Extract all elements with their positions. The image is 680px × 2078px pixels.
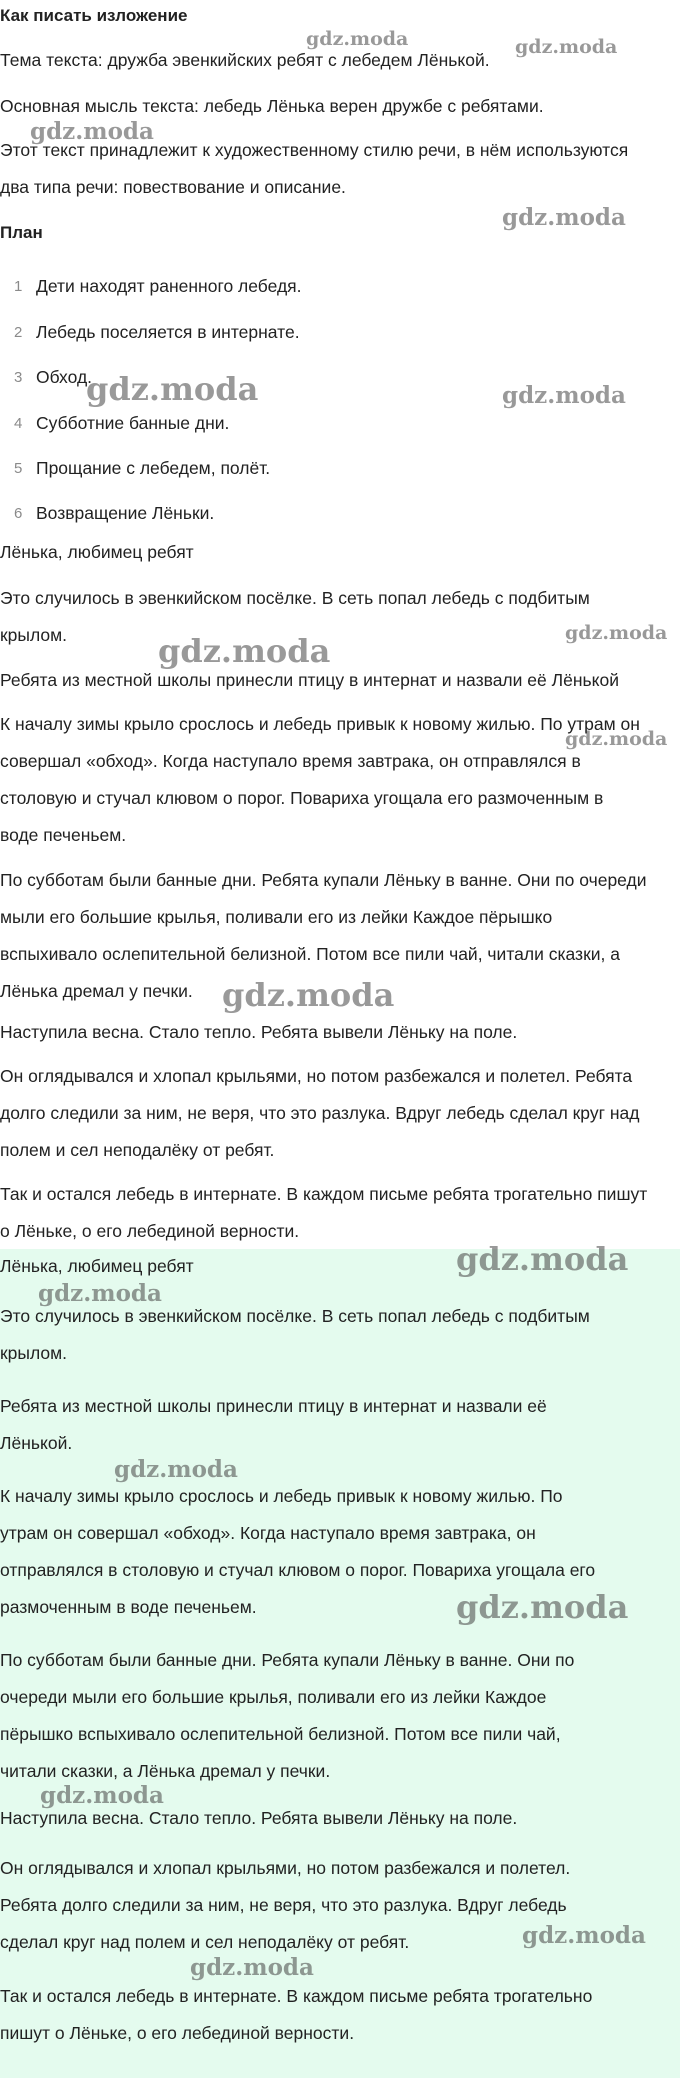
text-main-idea: Основная мысль текста: лебедь Лёнька верен дружбе с ребятами. [0, 96, 544, 116]
watermark: gdz.moda [502, 382, 626, 409]
text-line: Лёнькой. [0, 1433, 73, 1453]
summary-paragraph [0, 1978, 680, 2052]
plan-item-number: 1 [14, 278, 23, 295]
text-line: Это случилось в эвенкийском посёлке. В сеть попал лебедь с подбитым [0, 588, 590, 608]
plan-item-number: 6 [14, 505, 23, 522]
plan-item-number: 5 [14, 460, 23, 477]
text-line: Ребята из местной школы принесли птицу в интернат и назвали её [0, 1396, 547, 1416]
plan-item-number: 2 [14, 324, 23, 341]
plan-item-text: Субботние банные дни. [36, 413, 230, 433]
watermark: gdz.moda [456, 1588, 629, 1626]
text-line: вспыхивало ослепительной белизной. Потом все пили чай, читали сказки, а [0, 944, 620, 964]
text-line: По субботам были банные дни. Ребята купали Лёньку в ванне. Они по [0, 1650, 575, 1670]
summary-title: Лёнька, любимец ребят [0, 1256, 194, 1276]
plan-item-text: Прощание с лебедем, полёт. [36, 458, 271, 478]
watermark: gdz.moda [40, 1782, 164, 1809]
text-line: крылом. [0, 1343, 68, 1363]
text-line: Ребята из местной школы принесли птицу в интернат и назвали её Лёнькой [0, 670, 619, 690]
story-paragraph [0, 862, 680, 1010]
text-line: воде печеньем. [0, 825, 127, 845]
summary-paragraph [0, 1850, 680, 1961]
plan-item-text: Дети находят раненного лебедя. [36, 276, 302, 296]
page-heading: Как писать изложение [0, 6, 188, 25]
text-line: Лёнька дремал у печки. [0, 981, 193, 1001]
plan-item-text: Лебедь поселяется в интернате. [36, 322, 300, 342]
story-title: Лёнька, любимец ребят [0, 542, 194, 562]
watermark: gdz.moda [30, 118, 154, 145]
watermark: gdz.moda [515, 36, 618, 58]
text-line: Этот текст принадлежит к художественному стилю речи, в нём используются [0, 140, 629, 160]
text-line: долго следили за ним, не веря, что это разлука. Вдруг лебедь сделал круг над [0, 1103, 640, 1123]
plan-item-number: 3 [14, 369, 23, 386]
text-line: пёрышко вспыхивало ослепительной белизной. Потом все пили чай, [0, 1724, 561, 1744]
watermark: gdz.moda [565, 728, 668, 750]
watermark: gdz.moda [86, 370, 259, 408]
text-line: К началу зимы крыло срослось и лебедь привык к новому жилью. По [0, 1486, 563, 1506]
summary-paragraph [0, 1388, 680, 1462]
text-line: полем и сел неподалёку от ребят. [0, 1140, 275, 1160]
story-paragraph [0, 1058, 680, 1169]
text-line: Так и остался лебедь в интернате. В каждом письме ребята трогательно пишут [0, 1184, 648, 1204]
text-line: о Лёньке, о его лебединой верности. [0, 1221, 300, 1241]
text-line: Он оглядывался и хлопал крыльями, но потом разбежался и полетел. Ребята [0, 1066, 633, 1086]
story-paragraph [0, 662, 680, 699]
text-line: столовую и стучал клювом о порог. Повариха угощала его размоченным в [0, 788, 604, 808]
text-line: Он оглядывался и хлопал крыльями, но потом разбежался и полетел. [0, 1858, 571, 1878]
text-line: Ребята долго следили за ним, не веря, что это разлука. Вдруг лебедь [0, 1895, 567, 1915]
summary-paragraph [0, 1478, 680, 1626]
watermark: gdz.moda [38, 1280, 162, 1307]
watermark: gdz.moda [190, 1954, 314, 1981]
summary-paragraph [0, 1800, 680, 1837]
text-line: пишут о Лёньке, о его лебединой верности. [0, 2023, 355, 2043]
text-line: Это случилось в эвенкийском посёлке. В сеть попал лебедь с подбитым [0, 1306, 590, 1326]
summary-paragraph [0, 1642, 680, 1790]
watermark: gdz.moda [522, 1922, 646, 1949]
text-line: Так и остался лебедь в интернате. В каждом письме ребята трогательно [0, 1986, 593, 2006]
watermark: gdz.moda [456, 1240, 629, 1278]
text-line: очереди мыли его большие крылья, поливали его из лейки Каждое [0, 1687, 547, 1707]
watermark: gdz.moda [158, 632, 331, 670]
text-line: совершал «обход». Когда наступало время завтрака, он отправлялся в [0, 751, 581, 771]
watermark: gdz.moda [222, 976, 395, 1014]
watermark: gdz.moda [502, 204, 626, 231]
watermark: gdz.moda [565, 622, 668, 644]
plan-heading: План [0, 223, 43, 242]
watermark: gdz.moda [114, 1456, 238, 1483]
story-paragraph [0, 580, 680, 654]
text-theme: Тема текста: дружба эвенкийских ребят с лебедем Лёнькой. [0, 50, 490, 70]
text-line: К началу зимы крыло срослось и лебедь привык к новому жилью. По утрам он [0, 714, 640, 734]
story-paragraph [0, 1176, 680, 1250]
text-line: По субботам были банные дни. Ребята купали Лёньку в ванне. Они по очереди [0, 870, 647, 890]
text-line: два типа речи: повествование и описание. [0, 177, 346, 197]
text-line: размоченным в воде печеньем. [0, 1597, 257, 1617]
text-line: отправлялся в столовую и стучал клювом о порог. Повариха угощала его [0, 1560, 596, 1580]
plan-item-text: Возвращение Лёньки. [36, 503, 215, 523]
summary-paragraph [0, 1298, 680, 1372]
story-paragraph [0, 1014, 680, 1051]
text-line: читали сказки, а Лёнька дремал у печки. [0, 1761, 331, 1781]
text-line: крылом. [0, 625, 68, 645]
text-line: сделал круг над полем и сел неподалёку от ребят. [0, 1932, 410, 1952]
text-line: утрам он совершал «обход». Когда наступало время завтрака, он [0, 1523, 536, 1543]
story-paragraph [0, 706, 680, 854]
text-line: Наступила весна. Стало тепло. Ребята вывели Лёньку на поле. [0, 1808, 518, 1828]
plan-item-number: 4 [14, 415, 23, 432]
plan-item-text: Обход. [36, 367, 93, 387]
watermark: gdz.moda [306, 28, 409, 50]
text-line: мыли его большие крылья, поливали его из лейки Каждое пёрышко [0, 907, 553, 927]
text-line: Наступила весна. Стало тепло. Ребята вывели Лёньку на поле. [0, 1022, 518, 1042]
text-style-paragraph [0, 132, 680, 206]
